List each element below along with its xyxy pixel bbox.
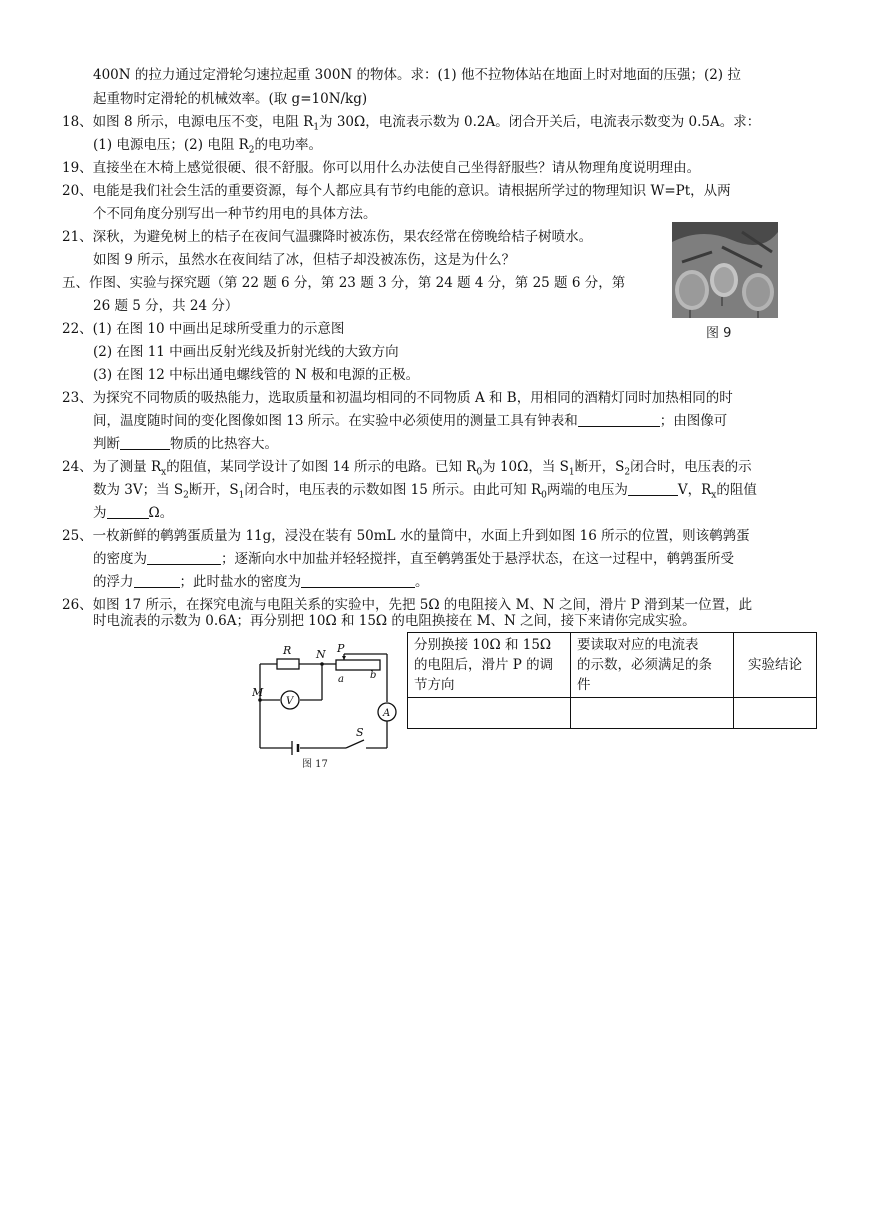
q18-line-2: (1) 电源电压；(2) 电阻 $R_2$的电功率。 xyxy=(93,137,323,156)
ammeter-label: A xyxy=(383,708,391,719)
table-cell-empty[interactable] xyxy=(408,698,571,729)
voltmeter-label: V xyxy=(286,696,294,707)
table-cell-empty[interactable] xyxy=(571,698,734,729)
label-a: a xyxy=(338,674,344,685)
answer-blank[interactable] xyxy=(301,573,415,588)
q23-line-3: 判断 物质的比热容大。 xyxy=(93,436,278,452)
q22-line-1: 22、(1) 在图 10 中画出足球所受重力的示意图 xyxy=(62,321,345,337)
figure-9-oranges-photo xyxy=(672,222,778,344)
answer-blank[interactable] xyxy=(147,550,221,565)
label-P: P xyxy=(337,642,345,655)
q24-line-2: 数为 3V；当 $S_2$断开，$S_1$闭合时，电压表的示数如图 15 所示。由此可知 $R_0$两端的电压为 V，$R_x$的阻值 xyxy=(93,482,757,501)
answer-blank[interactable] xyxy=(107,504,149,519)
q17-line-2: 起重物时定滑轮的机械效率。(取 g=10N/kg) xyxy=(93,91,368,107)
q19-line: 19、直接坐在木椅上感觉很硬、很不舒服。你可以用什么办法使自己坐得舒服些？请从物理角度说明理由。 xyxy=(62,160,701,176)
label-N: N xyxy=(316,648,326,661)
oranges-photo-image xyxy=(672,222,778,344)
section-5-line-2: 26 题 5 分，共 24 分） xyxy=(93,298,239,314)
answer-blank[interactable] xyxy=(628,481,678,496)
table-cell-empty[interactable] xyxy=(734,698,817,729)
q21-line-2: 如图 9 所示，虽然水在夜间结了冰，但桔子却没被冻伤，这是为什么？ xyxy=(93,252,516,268)
section-5-line-1: 五、作图、实验与探究题（第 22 题 6 分，第 23 题 3 分，第 24 题 4 分，第 25 题 6 分，第 xyxy=(62,275,626,291)
q18-line-1: 18、如图 8 所示，电源电压不变，电阻 $R_1$为 30Ω，电流表示数为 0.2A。闭合开关后，电流表示数变为 0.5A。求： xyxy=(62,114,761,133)
q17-line-1: 400N 的拉力通过定滑轮匀速拉起重 300N 的物体。求：(1) 他不拉物体站在地面上时对地面的压强；(2) 拉 xyxy=(93,67,741,83)
answer-blank[interactable] xyxy=(134,573,180,588)
q20-line-2: 个不同角度分别写出一种节约用电的具体方法。 xyxy=(93,206,377,222)
figure-17-circuit xyxy=(252,636,404,770)
label-b: b xyxy=(370,670,377,681)
table-header-row xyxy=(408,633,817,698)
circuit-diagram xyxy=(252,636,404,770)
label-M: M xyxy=(252,686,264,699)
answer-blank[interactable] xyxy=(578,412,660,427)
q20-line-1: 20、电能是我们社会生活的重要资源，每个人都应具有节约电能的意识。请根据所学过的物理知识 W=Pt，从两 xyxy=(62,183,731,199)
q22-line-2: (2) 在图 11 中画出反射光线及折射光线的大致方向 xyxy=(93,344,399,360)
label-R: R xyxy=(283,644,292,657)
q26-line-1: 26、如图 17 所示，在探究电流与电阻关系的实验中，先把 5Ω 的电阻接入 M、N 之间，滑片 P 滑到某一位置，此 xyxy=(62,597,753,613)
table-row xyxy=(408,698,817,729)
table-header-cell: 要读取对应的电流表 的示数，必须满足的条 件 xyxy=(571,633,734,698)
answer-blank[interactable] xyxy=(120,435,170,450)
q23-line-1: 23、为探究不同物质的吸热能力，选取质量和初温均相同的不同物质 A 和 B，用相同的酒精灯同时加热相同的时 xyxy=(62,390,733,406)
q24-line-1: 24、为了测量 $R_x$的阻值，某同学设计了如图 14 所示的电路。已知 $R_0$为 10Ω，当 $S_1$断开，$S_2$闭合时，电压表的示 xyxy=(62,459,752,478)
figure-17-caption: 图 17 xyxy=(302,759,328,770)
q26-line-2: 时电流表的示数为 0.6A；再分别把 10Ω 和 15Ω 的电阻换接在 M、N 之间，接下来请你完成实验。 xyxy=(93,613,696,629)
q25-line-2: 的密度为 ；逐渐向水中加盐并轻轻搅拌，直至鹌鹑蛋处于悬浮状态，在这一过程中，鹌鹑蛋所受 xyxy=(93,551,734,567)
q23-line-2: 间，温度随时间的变化图像如图 13 所示。在实验中必须使用的测量工具有钟表和 ；由图像可 xyxy=(93,413,728,429)
table-header-cell: 实验结论 xyxy=(734,633,817,698)
q21-line-1: 21、深秋，为避免树上的桔子在夜间气温骤降时被冻伤，果农经常在傍晚给桔子树喷水。 xyxy=(62,229,593,245)
q25-line-1: 25、一枚新鲜的鹌鹑蛋质量为 11g，浸没在装有 50mL 水的量筒中，水面上升到如图 16 所示的位置，则该鹌鹑蛋 xyxy=(62,528,750,544)
q24-line-3: 为 Ω。 xyxy=(93,505,174,521)
table-header-cell: 分别换接 10Ω 和 15Ω 的电阻后，滑片 P 的调 节方向 xyxy=(408,633,571,698)
experiment-table xyxy=(407,632,817,729)
figure-9-caption: 图 9 xyxy=(706,326,732,341)
switch-label: S xyxy=(356,726,364,739)
q22-line-3: (3) 在图 12 中标出通电螺线管的 N 极和电源的正极。 xyxy=(93,367,420,383)
q25-line-3: 的浮力 ；此时盐水的密度为 。 xyxy=(93,574,429,590)
